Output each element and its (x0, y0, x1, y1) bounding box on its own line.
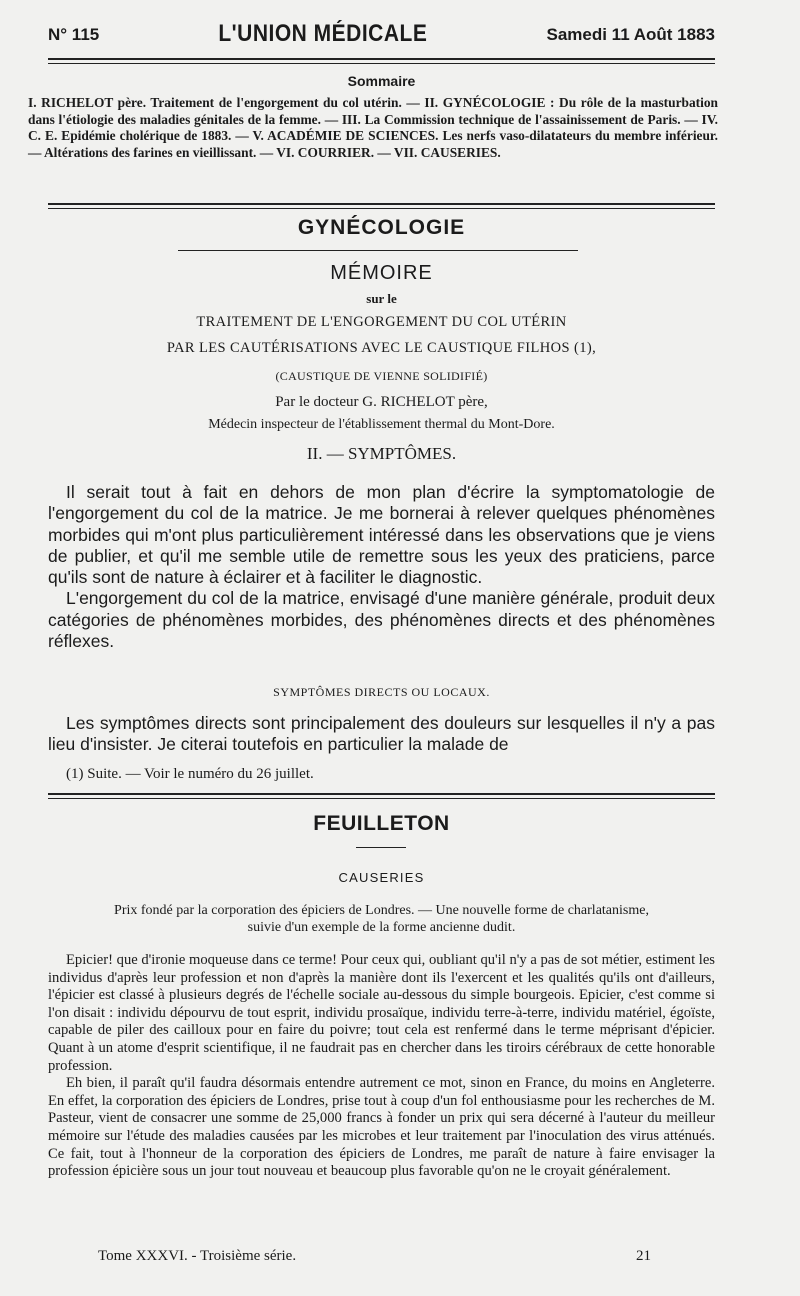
causeries-subtitle-1: Prix fondé par la corporation des épiciers de Londres. — Une nouvelle forme de charlatanisme, (114, 903, 649, 918)
gynecologie-body-2 (48, 713, 715, 756)
body-paragraph: Eh bien, il paraît qu'il faudra désormais entendre autrement ce mot, sinon en France, du moins en Angleterre. En effet, la corporation des épiciers de Londres, prise tout à coup d'un fol enthousiasme pour les recherches de M. Pasteur, vient de consacrer une somme de 25,000 francs à fonder un prix qui sera décerné à l'auteur du meilleur mémoire sur l'étude des maladies causées par les microbes et leur traitement par l'inoculation des virus atténués. Ce fait, tout à l'honneur de la corporation des épiciers de Londres, me paraît de nature à faire envisager la profession épicière sous un jour tout nouveau et beaucoup plus favorable qu'on ne le croyait généralement. (48, 1075, 715, 1180)
journal-page (28, 0, 718, 1296)
footnote: (1) Suite. — Voir le numéro du 26 juillet. (66, 766, 314, 782)
feuilleton-rule-thin (48, 798, 715, 799)
feuilleton-short-rule (356, 847, 406, 848)
memoire-heading: MÉMOIRE (330, 262, 433, 284)
memoire-affiliation: Médecin inspecteur de l'établissement thermal du Mont-Dore. (208, 417, 555, 432)
body-paragraph: L'engorgement du col de la matrice, envisagé d'une manière générale, produit deux catégories de phénomènes morbides, des phénomènes directs et des phénomènes réflexes. (48, 588, 715, 652)
page-number: 21 (636, 1248, 651, 1264)
causeries-subtitle-2: suivie d'un exemple de la forme ancienne dudit. (247, 920, 516, 935)
memoire-author: Par le docteur G. RICHELOT père, (275, 394, 488, 410)
issue-date: Samedi 11 Août 1883 (546, 25, 715, 44)
feuilleton-title: FEUILLETON (313, 812, 450, 835)
gynecologie-body (48, 482, 715, 652)
feuilleton-rule (48, 793, 715, 795)
sommaire-rule-thin (48, 208, 715, 209)
issue-number: N° 115 (48, 25, 100, 44)
page-footer (98, 1248, 651, 1265)
body-paragraph: Epicier! que d'ironie moqueuse dans ce terme! Pour ceux qui, oubliant qu'il n'y a pas de sot métier, estiment les individus d'après leur profession et non d'après la manière dont ils l'exercent et les qualités qu'ils ont d'ailleurs, l'épicier est classé à plusieurs degrés de l'échelle sociale au-dessous du simple bourgeois. Epicier, c'est comme si l'on disait : individu dépourvu de tout esprit, individu prosaïque, individu terre-à-terre, individu matériel, égoïste, capable de piler des cailloux pour en faire du poivre; tout cela est renfermé dans le terme méprisant d'épicier. Quant à un atome d'esprit scientifique, il ne faudrait pas en chercher dans les tiroirs cérébraux de cette honorable profession. (48, 952, 715, 1074)
feuilleton-body (48, 952, 715, 1181)
sommaire-rule (48, 203, 715, 205)
sur-le: sur le (366, 291, 397, 306)
section-gynecologie: GYNÉCOLOGIE (297, 216, 466, 239)
header-rule-thin (48, 63, 715, 64)
header-rule (48, 58, 715, 60)
causeries-heading: CAUSERIES (338, 870, 425, 885)
tome-label: Tome XXXVI. - Troisième série. (98, 1248, 297, 1264)
journal-title: L'UNION MÉDICALE (218, 20, 428, 47)
page-header (48, 22, 715, 52)
memoire-title-line3: (CAUSTIQUE DE VIENNE SOLIDIFIÉ) (275, 369, 488, 383)
chapter-heading: II. — SYMPTÔMES. (306, 444, 457, 463)
memoire-title-line2: PAR LES CAUTÉRISATIONS AVEC LE CAUSTIQUE FILHOS (1), (166, 340, 597, 356)
gynecologie-rule (178, 250, 578, 251)
memoire-title-line1: TRAITEMENT DE L'ENGORGEMENT DU COL UTÉRIN (196, 314, 567, 330)
sommaire-text: I. RICHELOT père. Traitement de l'engorgement du col utérin. — II. GYNÉCOLOGIE : Du rôle de la masturbation dans l'étiologie des maladies génitales de la femme. — III. La Commission technique de l'assainissement de Paris. — IV. C. E. Epidémie cholérique de 1883. — V. ACADÉMIE DE SCIENCES. Les nerfs vaso-dilatateurs du membre inférieur. — Altérations des farines en vieillissant. — VI. COURRIER. — VII. CAUSERIES. (28, 95, 718, 160)
sommaire-title: Sommaire (347, 73, 416, 89)
body-paragraph: Les symptômes directs sont principalement des douleurs sur lesquelles il n'y a pas lieu d'insister. Je citerai toutefois en particulier la malade de (48, 713, 715, 755)
body-paragraph: Il serait tout à fait en dehors de mon plan d'écrire la symptomatologie de l'engorgement du col de la matrice. Je me bornerai à relever quelques phénomènes morbides qui m'ont plus particulièrement intéressé dans les observations que je viens de publier, et qu'il me semble utile de remettre sous les yeux des praticiens, parce qu'ils sont de nature à éclairer et à faciliter le diagnostic. (48, 482, 715, 588)
subheading-symptomes: SYMPTÔMES DIRECTS OU LOCAUX. (273, 685, 490, 699)
